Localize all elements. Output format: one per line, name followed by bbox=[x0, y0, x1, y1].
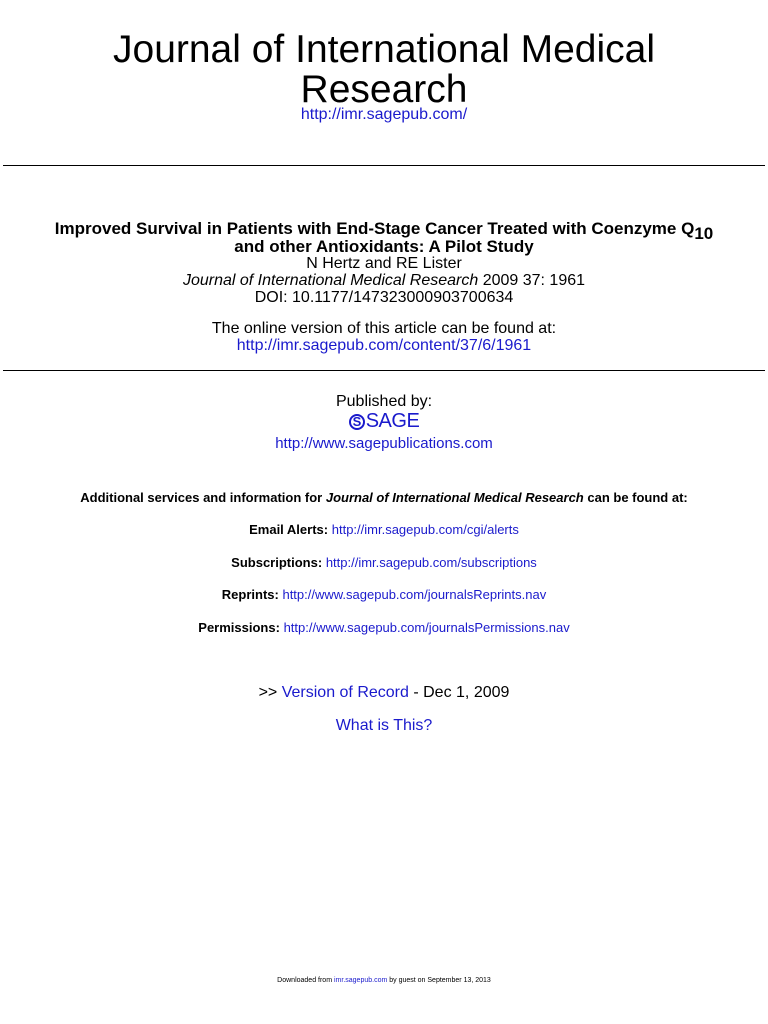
service-subscriptions bbox=[0, 555, 768, 570]
service-permissions bbox=[0, 620, 768, 635]
version-of-record-row bbox=[0, 684, 768, 702]
article-title bbox=[0, 220, 768, 256]
footer-link[interactable]: imr.sagepub.com bbox=[333, 977, 388, 984]
article-title-text: Improved Survival in Patients with End-Stage Cancer Treated with Coenzyme Q bbox=[54, 219, 695, 238]
service-email-alerts bbox=[0, 522, 768, 537]
journal-title-line2: Research bbox=[300, 68, 468, 111]
what-is-this-row bbox=[0, 717, 768, 735]
service-link-email-alerts[interactable]: http://imr.sagepub.com/cgi/alerts bbox=[331, 522, 519, 537]
sage-logo-mark-icon: S bbox=[349, 414, 365, 430]
publisher-url-row bbox=[0, 435, 768, 452]
record-date: - Dec 1, 2009 bbox=[408, 684, 510, 701]
download-footer bbox=[0, 977, 768, 984]
article-citation bbox=[0, 272, 768, 290]
service-label: Email Alerts: bbox=[249, 522, 329, 537]
services-intro bbox=[0, 490, 768, 505]
publisher-url-link[interactable]: http://www.sagepublications.com bbox=[275, 435, 493, 452]
article-title-line1 bbox=[0, 219, 768, 243]
services-intro-journal: Journal of International Medical Research bbox=[325, 490, 584, 505]
service-reprints bbox=[0, 587, 768, 602]
article-title-subscript: 10 bbox=[694, 224, 714, 243]
footer-after: by guest on September 13, 2013 bbox=[387, 977, 491, 984]
what-is-this-link[interactable]: What is This? bbox=[335, 717, 433, 734]
record-prefix: >> bbox=[258, 684, 282, 701]
journal-title bbox=[0, 30, 768, 110]
sage-logo bbox=[0, 410, 768, 433]
service-label: Reprints: bbox=[221, 587, 279, 602]
footer-before: Downloaded from bbox=[277, 977, 334, 984]
divider-bottom bbox=[3, 370, 765, 371]
services-intro-before: Additional services and information for bbox=[80, 490, 326, 505]
divider-top bbox=[3, 165, 765, 166]
service-link-subscriptions[interactable]: http://imr.sagepub.com/subscriptions bbox=[325, 555, 537, 570]
article-title-line2: and other Antioxidants: A Pilot Study bbox=[234, 237, 534, 256]
citation-journal: Journal of International Medical Research bbox=[182, 272, 479, 289]
sage-logo-text: SAGE bbox=[365, 410, 420, 432]
article-authors: N Hertz and RE Lister bbox=[306, 255, 462, 272]
journal-title-line1: Journal of International Medical bbox=[113, 28, 655, 71]
online-version-link[interactable]: http://imr.sagepub.com/content/37/6/1961 bbox=[236, 337, 532, 354]
citation-volume: 2009 37: 1961 bbox=[478, 272, 586, 289]
online-version-row bbox=[0, 337, 768, 355]
version-of-record-link[interactable]: Version of Record bbox=[281, 684, 409, 701]
service-label: Permissions: bbox=[198, 620, 280, 635]
service-link-permissions[interactable]: http://www.sagepub.com/journalsPermissions.nav bbox=[283, 620, 570, 635]
article-doi: DOI: 10.1177/147323000903700634 bbox=[254, 289, 514, 306]
journal-url-row bbox=[0, 106, 768, 124]
published-by-label: Published by: bbox=[335, 393, 433, 410]
online-version-text: The online version of this article can be found at: bbox=[211, 320, 557, 337]
journal-url-link[interactable]: http://imr.sagepub.com/ bbox=[300, 106, 468, 123]
service-label: Subscriptions: bbox=[231, 555, 323, 570]
service-link-reprints[interactable]: http://www.sagepub.com/journalsReprints.nav bbox=[282, 587, 547, 602]
services-intro-after: can be found at: bbox=[583, 490, 688, 505]
